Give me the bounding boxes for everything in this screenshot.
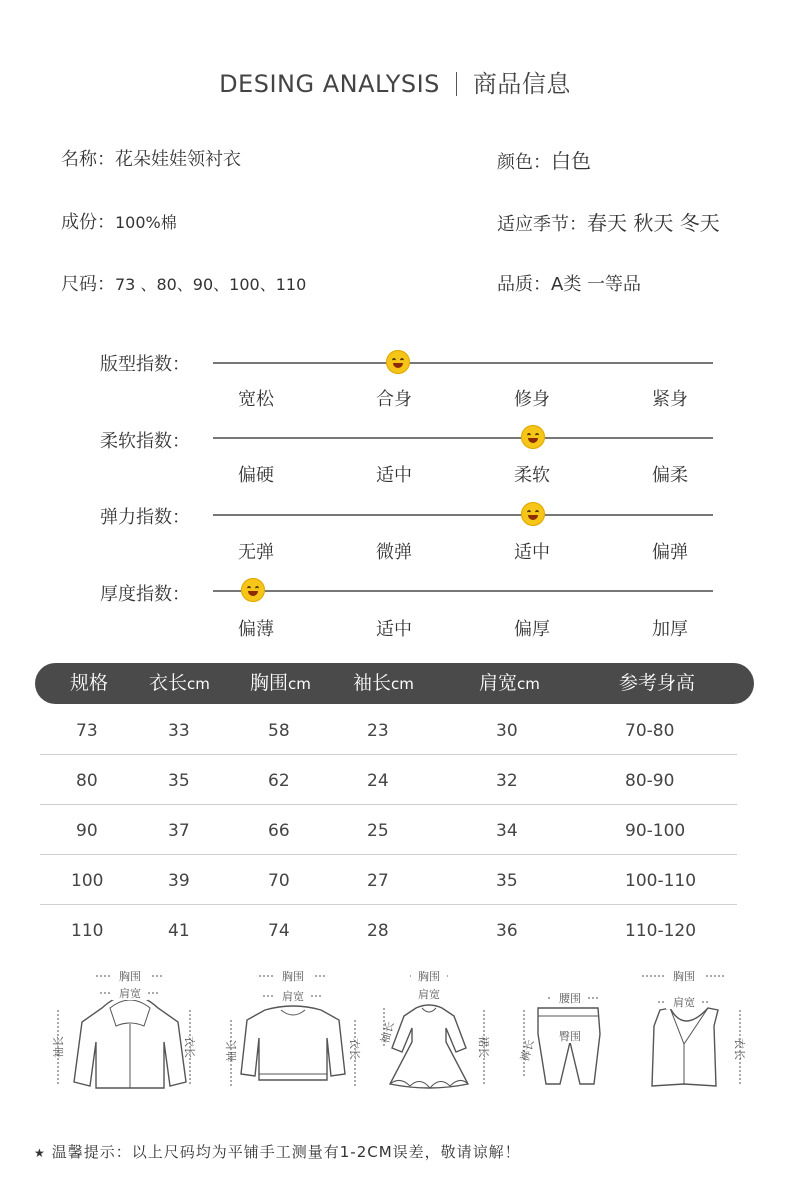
info-season-value: 春天 秋天 冬天 [587,211,720,235]
info-quality-label: 品质： [497,274,551,295]
star-icon: ★ [34,1146,46,1160]
section-header [0,64,790,99]
table-cell: 100 [71,871,104,891]
info-material-label: 成份： [61,212,115,233]
index-option: 偏柔 [652,465,688,486]
info-season [497,207,720,236]
header-text: 胸围 [250,672,289,694]
waist-label: 腰围 [559,992,581,1005]
table-cell: 37 [168,821,190,841]
table-cell: 110 [71,921,104,941]
index-option: 无弹 [238,542,274,563]
row-divider [40,754,737,755]
info-color-value: 白色 [551,149,591,173]
table-cell: 28 [367,921,389,941]
pants-icon [508,962,618,1102]
smiley-face-icon [241,578,265,602]
table-cell: 74 [268,921,290,941]
info-quality [497,270,641,296]
row-divider [40,904,737,905]
index-track [213,437,713,439]
table-cell: 73 [76,721,98,741]
index-label: 厚度指数： [100,584,190,605]
warm-tip-note [34,1141,521,1162]
table-cell: 80 [76,771,98,791]
chest-label: 胸围 [282,970,304,983]
hip-label: 臀围 [559,1030,581,1043]
length-label: 衣长 [348,1038,361,1060]
table-header-cell [70,663,108,704]
header-text: 袖长 [353,672,392,694]
header-text: 规格 [70,672,109,694]
index-option: 偏弹 [652,542,688,563]
vest-icon [630,962,760,1102]
table-cell: 34 [496,821,518,841]
table-cell: 70 [268,871,290,891]
sleeve-label: 袖长 [52,1036,65,1058]
table-cell: 70-80 [625,721,675,741]
header-divider [456,72,457,96]
hooded-jacket-icon [40,962,200,1102]
table-cell: 110-120 [625,921,697,941]
table-cell: 80-90 [625,771,675,791]
table-cell: 90-100 [625,821,686,841]
dress-icon [370,962,500,1102]
index-option: 宽松 [238,389,274,410]
info-name [61,145,241,171]
table-cell: 30 [496,721,518,741]
index-option: 合身 [376,389,412,410]
length-label: 裤长 [518,1038,537,1063]
table-cell: 36 [496,921,518,941]
row-divider [40,854,737,855]
info-material-value: 100%棉 [115,213,177,232]
length-label: 裙长 [477,1036,490,1058]
info-color [497,145,591,174]
info-name-value: 花朵娃娃领衬衣 [115,149,241,170]
table-cell: 58 [268,721,290,741]
info-quality-value: A类 一等品 [551,274,642,295]
index-option: 修身 [514,389,550,410]
info-size-label: 尺码： [61,274,115,295]
index-option: 偏薄 [238,619,274,640]
index-option: 偏厚 [514,619,550,640]
length-label: 衣长 [183,1036,196,1058]
table-cell: 35 [496,871,518,891]
sleeve-label: 袖长 [225,1040,238,1062]
shoulder-label: 肩宽 [119,987,141,1000]
chest-label: 胸围 [418,970,440,983]
index-option: 适中 [514,542,550,563]
table-cell: 62 [268,771,290,791]
table-header-cell [149,663,210,704]
info-size [61,270,306,296]
chest-label: 胸围 [119,970,141,983]
index-option: 偏硬 [238,465,274,486]
index-label: 柔软指数： [100,431,190,452]
header-text: 参考身高 [619,672,696,694]
note-text: 温馨提示：以上尺码均为平铺手工测量有1-2CM误差，敬请谅解！ [51,1143,521,1161]
index-track [213,362,713,364]
table-header-cell [619,663,695,704]
header-unit: cm [517,675,540,693]
table-cell: 32 [496,771,518,791]
table-cell: 24 [367,771,389,791]
sweatshirt-icon [215,962,365,1102]
table-cell: 23 [367,721,389,741]
index-option: 微弹 [376,542,412,563]
header-unit: cm [288,675,311,693]
table-cell: 100-110 [625,871,697,891]
table-cell: 90 [76,821,98,841]
index-option: 适中 [376,465,412,486]
header-text: 肩宽 [479,672,518,694]
index-option: 适中 [376,619,412,640]
table-cell: 27 [367,871,389,891]
table-header-cell [250,663,311,704]
row-divider [40,804,737,805]
shoulder-label: 肩宽 [282,990,304,1003]
smiley-face-icon [386,350,410,374]
length-label: 衣长 [733,1038,746,1060]
smiley-face-icon [521,502,545,526]
table-cell: 66 [268,821,290,841]
table-cell: 35 [168,771,190,791]
index-track [213,590,713,592]
info-name-label: 名称： [61,149,115,170]
info-season-label: 适应季节： [497,214,587,235]
table-header-cell [479,663,540,704]
index-option: 加厚 [652,619,688,640]
index-label: 弹力指数： [100,507,190,528]
header-unit: cm [187,675,210,693]
header-title-cn: 商品信息 [472,70,571,98]
index-label: 版型指数： [100,354,190,375]
table-cell: 41 [168,921,190,941]
shoulder-label: 肩宽 [418,988,440,1001]
table-header-cell [353,663,414,704]
table-cell: 33 [168,721,190,741]
header-unit: cm [391,675,414,693]
header-title-en: DESING ANALYSIS [219,70,440,98]
index-option: 柔软 [514,465,550,486]
info-color-label: 颜色： [497,152,551,173]
info-material [61,208,177,234]
table-cell: 39 [168,871,190,891]
index-option: 紧身 [652,389,688,410]
sleeve-label: 袖长 [378,1020,397,1045]
index-track [213,514,713,516]
info-size-value: 73 、80、90、100、110 [115,275,307,294]
header-text: 衣长 [149,672,188,694]
chest-label: 胸围 [673,970,695,983]
table-cell: 25 [367,821,389,841]
shoulder-label: 肩宽 [673,996,695,1009]
smiley-face-icon [521,425,545,449]
